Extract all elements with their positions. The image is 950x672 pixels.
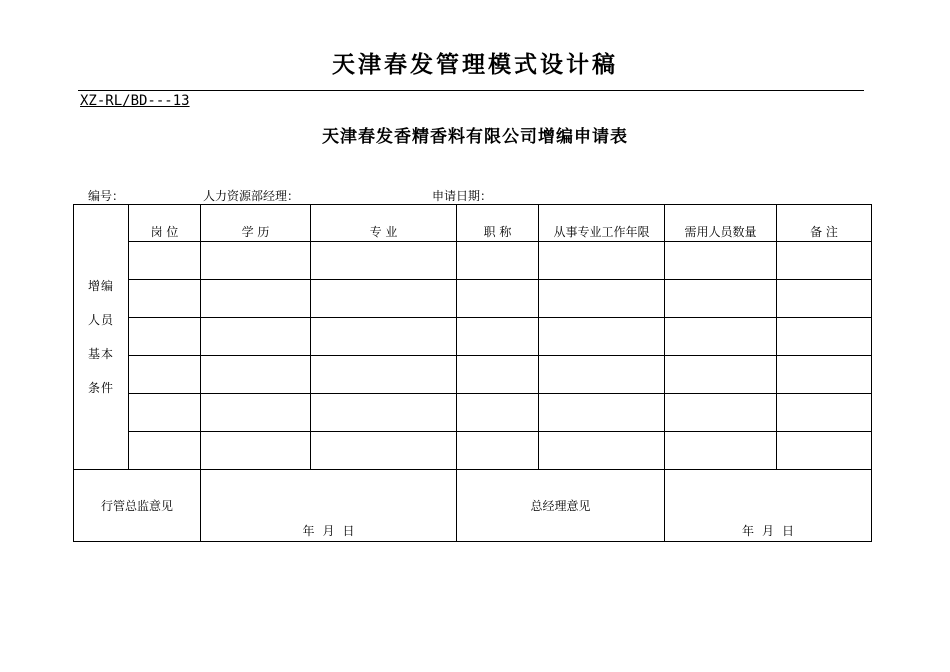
cell-years[interactable] xyxy=(539,242,665,280)
side-label-cell xyxy=(74,205,129,470)
cell-position[interactable] xyxy=(129,318,201,356)
cell-remarks[interactable] xyxy=(777,242,872,280)
cell-years[interactable] xyxy=(539,318,665,356)
hr-manager-label: 人力资源部经理： xyxy=(203,189,300,203)
header-title: 职 称 xyxy=(457,205,539,242)
header-major: 专 业 xyxy=(311,205,457,242)
side-label-line: 增编 xyxy=(87,279,114,293)
cell-years[interactable] xyxy=(539,280,665,318)
cell-remarks[interactable] xyxy=(777,394,872,432)
cell-title[interactable] xyxy=(457,356,539,394)
application-date-label: 申请日期： xyxy=(432,189,493,203)
cell-headcount[interactable] xyxy=(665,432,777,470)
day-label: 日 xyxy=(782,524,795,538)
cell-remarks[interactable] xyxy=(777,280,872,318)
cell-headcount[interactable] xyxy=(665,394,777,432)
cell-major[interactable] xyxy=(311,242,457,280)
gm-opinion-date xyxy=(665,470,871,541)
document-title: 天津春发管理模式设计稿 xyxy=(332,52,618,78)
month-label: 月 xyxy=(322,524,335,538)
cell-education[interactable] xyxy=(201,242,311,280)
admin-director-opinion-label: 行管总监意见 xyxy=(74,470,201,542)
year-label: 年 xyxy=(302,524,315,538)
cell-major[interactable] xyxy=(311,280,457,318)
cell-title[interactable] xyxy=(457,280,539,318)
table-row xyxy=(74,432,872,470)
day-label: 日 xyxy=(342,524,355,538)
cell-position[interactable] xyxy=(129,394,201,432)
cell-remarks[interactable] xyxy=(777,356,872,394)
cell-years[interactable] xyxy=(539,432,665,470)
cell-headcount[interactable] xyxy=(665,318,777,356)
cell-major[interactable] xyxy=(311,318,457,356)
cell-headcount[interactable] xyxy=(665,280,777,318)
side-label-line: 条件 xyxy=(87,381,114,395)
cell-education[interactable] xyxy=(201,356,311,394)
cell-headcount[interactable] xyxy=(665,356,777,394)
cell-position[interactable] xyxy=(129,242,201,280)
header-education: 学 历 xyxy=(201,205,311,242)
cell-remarks[interactable] xyxy=(777,432,872,470)
cell-major[interactable] xyxy=(311,356,457,394)
form-title: 天津春发香精香料有限公司增编申请表 xyxy=(322,127,628,147)
cell-education[interactable] xyxy=(201,318,311,356)
cell-position[interactable] xyxy=(129,356,201,394)
cell-title[interactable] xyxy=(457,242,539,280)
table-row xyxy=(74,280,872,318)
header-position: 岗 位 xyxy=(129,205,201,242)
general-manager-opinion-field[interactable] xyxy=(665,470,872,542)
application-table xyxy=(73,204,872,542)
general-manager-opinion-label: 总经理意见 xyxy=(457,470,665,542)
cell-education[interactable] xyxy=(201,394,311,432)
header-years-experience: 从事专业工作年限 xyxy=(539,205,665,242)
header-headcount: 需用人员数量 xyxy=(665,205,777,242)
cell-major[interactable] xyxy=(311,394,457,432)
year-label: 年 xyxy=(741,524,754,538)
signature-row xyxy=(74,470,872,542)
cell-position[interactable] xyxy=(129,280,201,318)
cell-remarks[interactable] xyxy=(777,318,872,356)
cell-major[interactable] xyxy=(311,432,457,470)
admin-director-opinion-field[interactable] xyxy=(201,470,457,542)
cell-years[interactable] xyxy=(539,356,665,394)
table-row xyxy=(74,356,872,394)
cell-headcount[interactable] xyxy=(665,242,777,280)
header-remarks: 备 注 xyxy=(777,205,872,242)
cell-education[interactable] xyxy=(201,432,311,470)
cell-title[interactable] xyxy=(457,318,539,356)
header-row xyxy=(74,205,872,242)
table-row xyxy=(74,318,872,356)
table-row xyxy=(74,242,872,280)
number-label: 编号： xyxy=(88,189,125,203)
header-rule xyxy=(78,90,864,91)
cell-education[interactable] xyxy=(201,280,311,318)
side-label-line: 人员 xyxy=(87,313,114,327)
table-row xyxy=(74,394,872,432)
admin-opinion-date xyxy=(201,470,456,541)
cell-position[interactable] xyxy=(129,432,201,470)
side-label-line: 基本 xyxy=(87,347,114,361)
cell-title[interactable] xyxy=(457,394,539,432)
cell-years[interactable] xyxy=(539,394,665,432)
month-label: 月 xyxy=(761,524,774,538)
form-code: XZ-RL/BD---13 xyxy=(80,93,190,109)
cell-title[interactable] xyxy=(457,432,539,470)
